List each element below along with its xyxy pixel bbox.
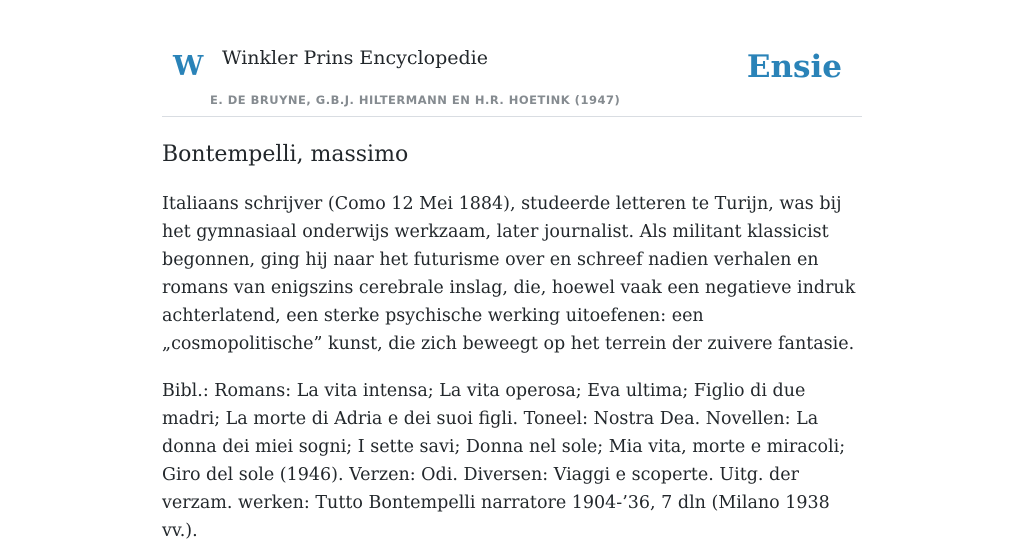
- article-paragraph-description: Italiaans schrijver (Como 12 Mei 1884), studeerde letteren te Turijn, was bij het gymnasiaal onderwijs werkzaam, later journalist. Als militant klassicist begonnen, ging hij naar het futurisme over en schreef nadien verhalen en romans van enigszins cerebrale inslag, die, hoewel vaak een negatieve indruk achterlatend, een sterke psychische werking uitoefenen: een „cosmopolitische” kunst, die zich beweegt op het terrein der zuivere fantasie.: [162, 194, 856, 354]
- site-header: [162, 40, 862, 117]
- article-paragraph-bibliography: Bibl.: Romans: La vita intensa; La vita operosa; Eva ultima; Figlio di due madri; La morte di Adria e dei suoi figli. Toneel: Nostra Dea. Novellen: La donna dei miei sogni; I sette savi; Donna nel sole; Mia vita, morte e miracoli; Giro del sole (1946). Verzen: Odi. Diversen: Viaggi e scoperte. Uitg. der verzam. werken: Tutto Bontempelli narratore 1904-’36, 7 dln (Milano 1938 vv.).: [162, 381, 846, 541]
- edition-byline: E. DE BRUYNE, G.B.J. HILTERMANN EN H.R. HOETINK (1947): [210, 93, 621, 107]
- winkler-prins-logo[interactable]: W: [173, 51, 204, 82]
- article: [162, 138, 862, 545]
- ensie-logo[interactable]: Ensie: [746, 49, 842, 85]
- site-title[interactable]: Winkler Prins Encyclopedie: [222, 47, 488, 69]
- article-title: Bontempelli, massimo: [162, 142, 409, 167]
